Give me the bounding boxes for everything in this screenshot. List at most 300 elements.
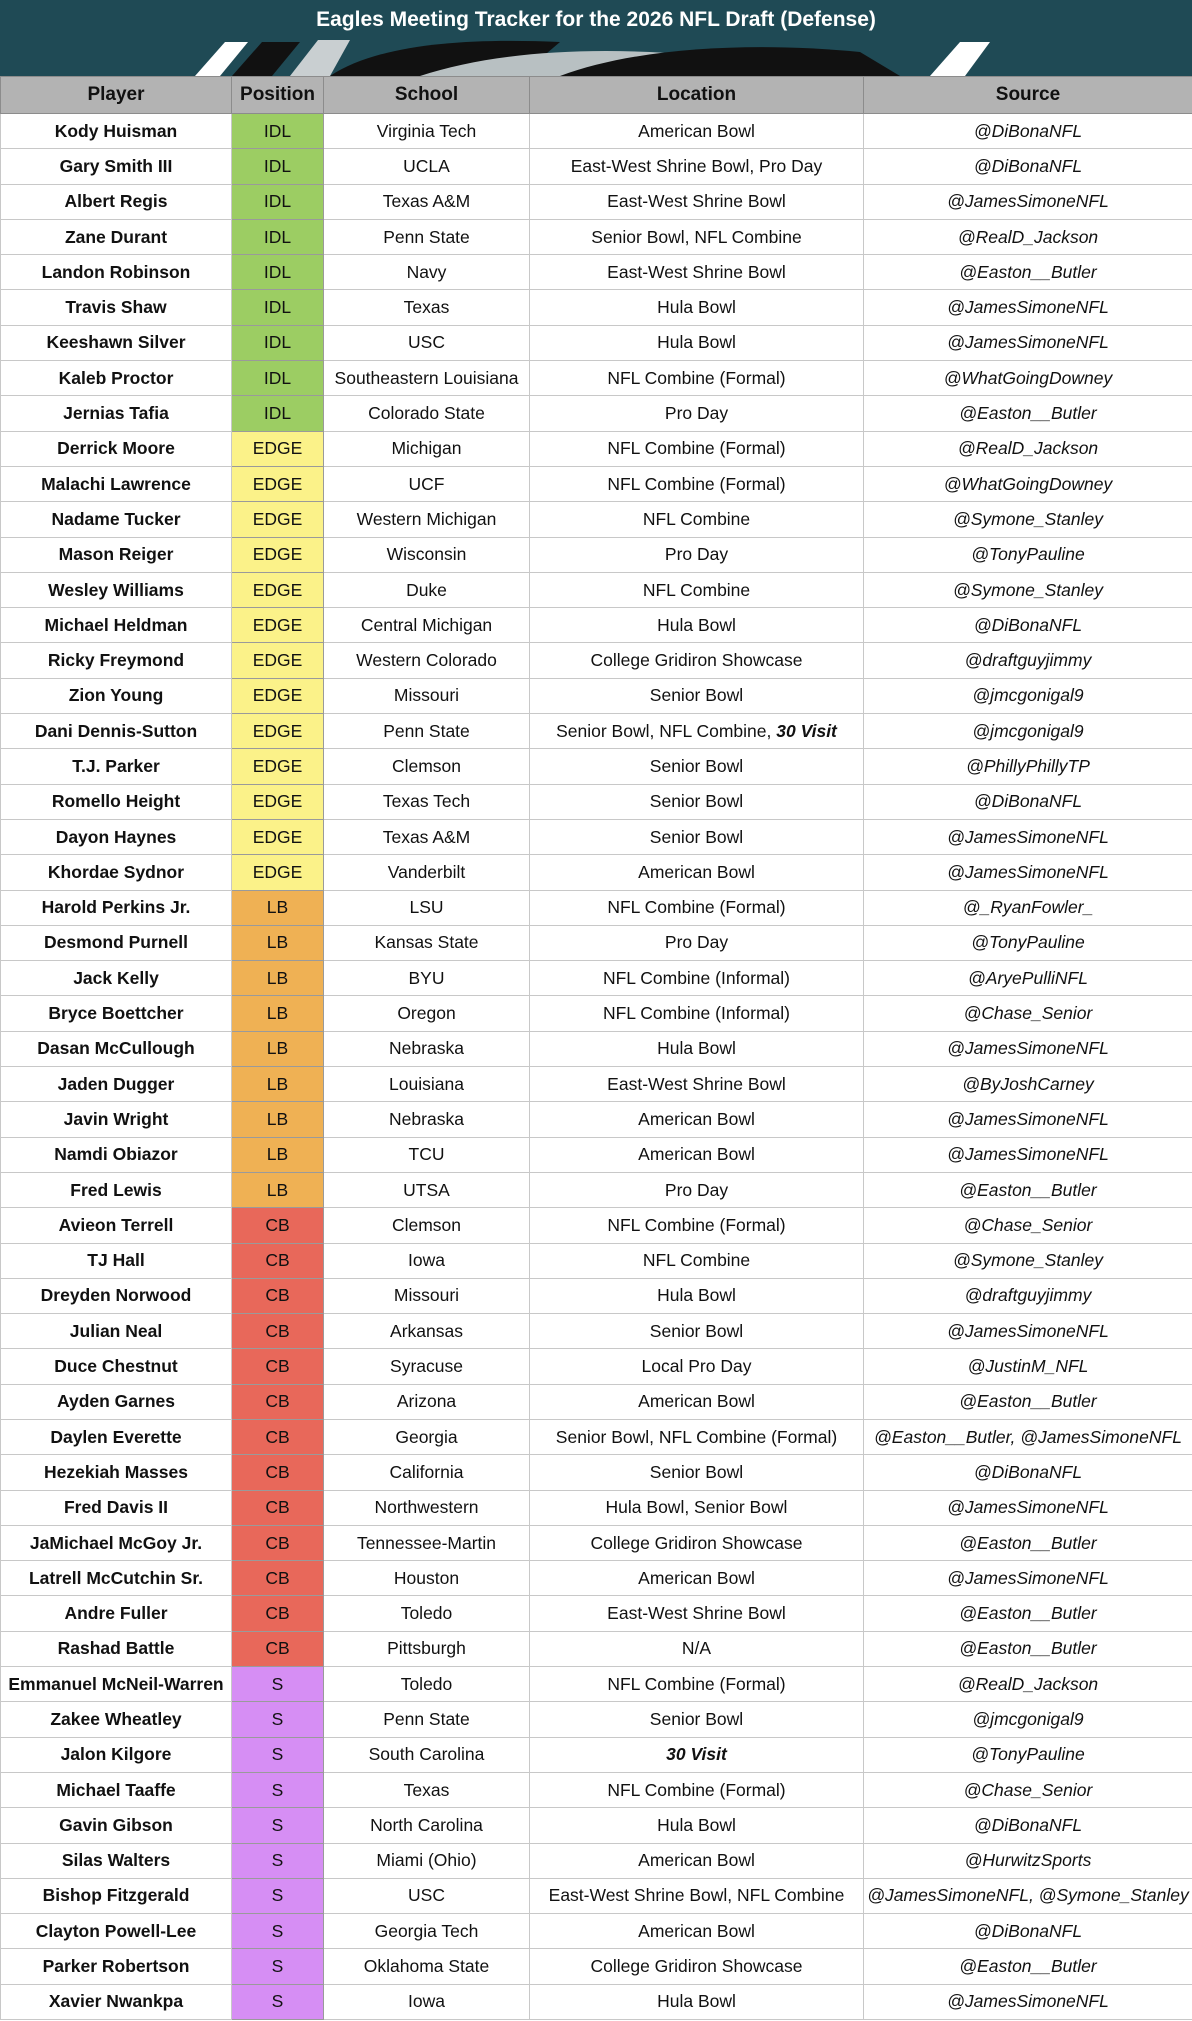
location-cell — [530, 1278, 864, 1313]
position-cell: CB — [232, 1596, 324, 1631]
source-cell: @DiBonaNFL — [864, 1455, 1192, 1490]
school-cell: USC — [324, 325, 530, 360]
school-cell: Clemson — [324, 749, 530, 784]
position-cell: CB — [232, 1384, 324, 1419]
source-cell: @JamesSimoneNFL — [864, 290, 1192, 325]
school-cell: Miami (Ohio) — [324, 1843, 530, 1878]
source-cell: @Symone_Stanley — [864, 502, 1192, 537]
player-cell: Fred Davis II — [1, 1490, 232, 1525]
location-text: American Bowl — [638, 1391, 755, 1412]
location-cell — [530, 996, 864, 1031]
location-text: NFL Combine (Informal) — [602, 1003, 791, 1024]
player-cell: Zakee Wheatley — [1, 1702, 232, 1737]
location-cell — [530, 678, 864, 713]
location-cell — [530, 1702, 864, 1737]
title-banner — [0, 0, 1192, 76]
source-cell: @JamesSimoneNFL — [864, 184, 1192, 219]
location-text: NFL Combine (Formal) — [607, 1673, 786, 1694]
school-cell: Toledo — [324, 1596, 530, 1631]
player-cell: Ayden Garnes — [1, 1384, 232, 1419]
player-cell: Fred Lewis — [1, 1172, 232, 1207]
position-cell: CB — [232, 1561, 324, 1596]
location-cell — [530, 784, 864, 819]
location-cell — [530, 1525, 864, 1560]
table-row — [1, 1596, 1192, 1631]
player-cell: Bryce Boettcher — [1, 996, 232, 1031]
table-row — [1, 1419, 1192, 1454]
source-cell: @Easton__Butler — [864, 396, 1192, 431]
player-cell: TJ Hall — [1, 1243, 232, 1278]
position-cell: IDL — [232, 184, 324, 219]
player-cell: Derrick Moore — [1, 431, 232, 466]
position-cell: S — [232, 1949, 324, 1984]
source-cell: @Easton__Butler — [864, 1949, 1192, 1984]
source-cell: @TonyPauline — [864, 1737, 1192, 1772]
source-cell: @Symone_Stanley — [864, 1243, 1192, 1278]
table-row — [1, 1631, 1192, 1666]
location-text: East-West Shrine Bowl — [607, 261, 786, 282]
school-cell: Toledo — [324, 1667, 530, 1702]
location-cell — [530, 1737, 864, 1772]
player-cell: Jernias Tafia — [1, 396, 232, 431]
source-cell: @TonyPauline — [864, 925, 1192, 960]
location-cell — [530, 1243, 864, 1278]
player-cell: Wesley Williams — [1, 572, 232, 607]
location-text: NFL Combine (Formal) — [607, 1779, 786, 1800]
school-cell: Western Colorado — [324, 643, 530, 678]
location-text: N/A — [681, 1638, 712, 1659]
player-cell: Jack Kelly — [1, 961, 232, 996]
position-cell: IDL — [232, 361, 324, 396]
location-cell — [530, 290, 864, 325]
position-cell: EDGE — [232, 466, 324, 501]
location-text: East-West Shrine Bowl — [607, 1603, 786, 1624]
school-cell: Clemson — [324, 1208, 530, 1243]
source-cell: @DiBonaNFL — [864, 149, 1192, 184]
location-cell — [530, 1455, 864, 1490]
table-row — [1, 466, 1192, 501]
position-cell: LB — [232, 961, 324, 996]
position-cell: S — [232, 1843, 324, 1878]
location-text: NFL Combine (Formal) — [607, 897, 786, 918]
position-cell: CB — [232, 1419, 324, 1454]
table-row — [1, 1172, 1192, 1207]
position-cell: EDGE — [232, 714, 324, 749]
location-text: Hula Bowl — [657, 1814, 736, 1835]
location-cell — [530, 1667, 864, 1702]
location-cell — [530, 819, 864, 854]
location-cell — [530, 961, 864, 996]
school-cell: Missouri — [324, 1278, 530, 1313]
location-text: East-West Shrine Bowl, Pro Day — [570, 155, 823, 176]
location-emphasis: 30 Visit — [776, 720, 837, 741]
source-cell: @Chase_Senior — [864, 996, 1192, 1031]
source-cell: @Easton__Butler, @JamesSimoneNFL — [864, 1419, 1192, 1454]
header-location: Location — [530, 77, 864, 114]
player-cell: JaMichael McGoy Jr. — [1, 1525, 232, 1560]
player-cell: Andre Fuller — [1, 1596, 232, 1631]
location-cell — [530, 502, 864, 537]
source-cell: @JamesSimoneNFL, @Symone_Stanley — [864, 1878, 1192, 1913]
source-cell: @JamesSimoneNFL — [864, 325, 1192, 360]
player-cell: Duce Chestnut — [1, 1349, 232, 1384]
location-text: Hula Bowl — [657, 297, 736, 318]
player-cell: Namdi Obiazor — [1, 1137, 232, 1172]
location-cell — [530, 114, 864, 149]
table-row — [1, 749, 1192, 784]
school-cell: Missouri — [324, 678, 530, 713]
position-cell: IDL — [232, 325, 324, 360]
source-cell: @JamesSimoneNFL — [864, 1490, 1192, 1525]
location-text: Senior Bowl, NFL Combine — [591, 226, 802, 247]
position-cell: LB — [232, 1067, 324, 1102]
location-text: American Bowl — [638, 1567, 755, 1588]
table-row — [1, 1984, 1192, 2019]
player-cell: Gary Smith III — [1, 149, 232, 184]
location-cell — [530, 325, 864, 360]
location-cell — [530, 1561, 864, 1596]
location-cell — [530, 1384, 864, 1419]
table-body — [1, 114, 1192, 2020]
table-row — [1, 1702, 1192, 1737]
school-cell: Iowa — [324, 1984, 530, 2019]
table-row — [1, 396, 1192, 431]
source-cell: @JustinM_NFL — [864, 1349, 1192, 1384]
school-cell: Nebraska — [324, 1102, 530, 1137]
table-row — [1, 1137, 1192, 1172]
source-cell: @jmcgonigal9 — [864, 1702, 1192, 1737]
location-text: Pro Day — [664, 932, 729, 953]
location-emphasis: 30 Visit — [666, 1744, 727, 1765]
location-text: Senior Bowl, NFL Combine (Formal) — [555, 1426, 838, 1447]
school-cell: Iowa — [324, 1243, 530, 1278]
location-text: Senior Bowl, NFL Combine, — [556, 720, 772, 741]
school-cell: Syracuse — [324, 1349, 530, 1384]
player-cell: Jaden Dugger — [1, 1067, 232, 1102]
table-row — [1, 114, 1192, 149]
school-cell: BYU — [324, 961, 530, 996]
table-row — [1, 1772, 1192, 1807]
player-cell: Dreyden Norwood — [1, 1278, 232, 1313]
source-cell: @HurwitzSports — [864, 1843, 1192, 1878]
location-text: Hula Bowl — [657, 1285, 736, 1306]
location-text: Senior Bowl — [649, 1709, 744, 1729]
position-cell: IDL — [232, 290, 324, 325]
source-cell: @JamesSimoneNFL — [864, 1314, 1192, 1349]
source-cell: @RealD_Jackson — [864, 1667, 1192, 1702]
source-cell: @JamesSimoneNFL — [864, 1561, 1192, 1596]
position-cell: IDL — [232, 219, 324, 254]
table-row — [1, 1243, 1192, 1278]
source-cell: @JamesSimoneNFL — [864, 819, 1192, 854]
table-row — [1, 996, 1192, 1031]
table-row — [1, 1102, 1192, 1137]
table-row — [1, 184, 1192, 219]
player-cell: Zion Young — [1, 678, 232, 713]
table-row — [1, 1208, 1192, 1243]
position-cell: CB — [232, 1314, 324, 1349]
position-cell: EDGE — [232, 572, 324, 607]
player-cell: Malachi Lawrence — [1, 466, 232, 501]
player-cell: Avieon Terrell — [1, 1208, 232, 1243]
position-cell: LB — [232, 1137, 324, 1172]
location-text: NFL Combine (Formal) — [607, 438, 786, 459]
location-text: NFL Combine (Formal) — [607, 367, 786, 388]
position-cell: IDL — [232, 149, 324, 184]
player-cell: Rashad Battle — [1, 1631, 232, 1666]
source-cell: @JamesSimoneNFL — [864, 1031, 1192, 1066]
table-row — [1, 608, 1192, 643]
player-cell: Keeshawn Silver — [1, 325, 232, 360]
location-text: Senior Bowl — [649, 791, 744, 812]
table-row — [1, 219, 1192, 254]
table-row — [1, 1314, 1192, 1349]
location-text: NFL Combine — [642, 508, 751, 529]
player-cell: Harold Perkins Jr. — [1, 890, 232, 925]
player-cell: Albert Regis — [1, 184, 232, 219]
player-cell: Zane Durant — [1, 219, 232, 254]
location-cell — [530, 714, 864, 749]
source-cell: @_RyanFowler_ — [864, 890, 1192, 925]
location-text: Pro Day — [664, 1179, 729, 1200]
source-cell: @RealD_Jackson — [864, 219, 1192, 254]
source-cell: @ByJoshCarney — [864, 1067, 1192, 1102]
position-cell: S — [232, 1702, 324, 1737]
table-row — [1, 149, 1192, 184]
table-row — [1, 1349, 1192, 1384]
position-cell: LB — [232, 1172, 324, 1207]
school-cell: Navy — [324, 255, 530, 290]
location-cell — [530, 608, 864, 643]
position-cell: EDGE — [232, 819, 324, 854]
source-cell: @DiBonaNFL — [864, 608, 1192, 643]
location-cell — [530, 1349, 864, 1384]
player-cell: Ricky Freymond — [1, 643, 232, 678]
location-cell — [530, 1419, 864, 1454]
position-cell: LB — [232, 925, 324, 960]
location-text: American Bowl — [638, 120, 755, 141]
position-cell: CB — [232, 1455, 324, 1490]
player-cell: Jalon Kilgore — [1, 1737, 232, 1772]
table-row — [1, 1278, 1192, 1313]
table-row — [1, 1525, 1192, 1560]
school-cell: Duke — [324, 572, 530, 607]
position-cell: EDGE — [232, 502, 324, 537]
location-cell — [530, 572, 864, 607]
school-cell: Colorado State — [324, 396, 530, 431]
player-cell: Silas Walters — [1, 1843, 232, 1878]
location-text: Local Pro Day — [641, 1356, 752, 1377]
location-text: East-West Shrine Bowl, NFL Combine — [548, 1885, 845, 1906]
source-cell: @JamesSimoneNFL — [864, 1984, 1192, 2019]
table-row — [1, 819, 1192, 854]
location-cell — [530, 431, 864, 466]
table-row — [1, 1067, 1192, 1102]
player-cell: Parker Robertson — [1, 1949, 232, 1984]
school-cell: LSU — [324, 890, 530, 925]
position-cell: S — [232, 1984, 324, 2019]
location-cell — [530, 537, 864, 572]
location-cell — [530, 749, 864, 784]
table-row — [1, 1384, 1192, 1419]
school-cell: Texas A&M — [324, 819, 530, 854]
school-cell: Pittsburgh — [324, 1631, 530, 1666]
school-cell: Georgia — [324, 1419, 530, 1454]
player-cell: Julian Neal — [1, 1314, 232, 1349]
table-row — [1, 431, 1192, 466]
player-cell: Desmond Purnell — [1, 925, 232, 960]
header-row — [1, 77, 1192, 114]
table-row — [1, 643, 1192, 678]
school-cell: Oregon — [324, 996, 530, 1031]
position-cell: S — [232, 1808, 324, 1843]
location-text: American Bowl — [638, 1920, 755, 1941]
school-cell: Georgia Tech — [324, 1914, 530, 1949]
draft-tracker-table — [0, 76, 1192, 2020]
location-cell — [530, 890, 864, 925]
location-text: Hula Bowl — [657, 614, 736, 635]
school-cell: Oklahoma State — [324, 1949, 530, 1984]
school-cell: Texas — [324, 1772, 530, 1807]
player-cell: Dasan McCullough — [1, 1031, 232, 1066]
location-cell — [530, 219, 864, 254]
source-cell: @WhatGoingDowney — [864, 466, 1192, 501]
position-cell: EDGE — [232, 643, 324, 678]
table-row — [1, 1561, 1192, 1596]
school-cell: UCLA — [324, 149, 530, 184]
location-text: College Gridiron Showcase — [590, 1532, 803, 1553]
source-cell: @Easton__Butler — [864, 1525, 1192, 1560]
position-cell: S — [232, 1878, 324, 1913]
location-text: NFL Combine — [642, 579, 751, 600]
player-cell: Javin Wright — [1, 1102, 232, 1137]
table-row — [1, 1490, 1192, 1525]
location-text: American Bowl — [638, 1144, 755, 1165]
school-cell: Arizona — [324, 1384, 530, 1419]
source-cell: @JamesSimoneNFL — [864, 1102, 1192, 1137]
table-row — [1, 572, 1192, 607]
player-cell: Clayton Powell-Lee — [1, 1914, 232, 1949]
table-row — [1, 1455, 1192, 1490]
player-cell: Xavier Nwankpa — [1, 1984, 232, 2019]
player-cell: Kody Huisman — [1, 114, 232, 149]
school-cell: UCF — [324, 466, 530, 501]
player-cell: Mason Reiger — [1, 537, 232, 572]
position-cell: EDGE — [232, 537, 324, 572]
school-cell: Nebraska — [324, 1031, 530, 1066]
table-row — [1, 325, 1192, 360]
location-cell — [530, 184, 864, 219]
location-cell — [530, 1914, 864, 1949]
position-cell: S — [232, 1914, 324, 1949]
school-cell: Michigan — [324, 431, 530, 466]
header-player: Player — [1, 77, 232, 114]
table-row — [1, 678, 1192, 713]
school-cell: Louisiana — [324, 1067, 530, 1102]
page-title: Eagles Meeting Tracker for the 2026 NFL Draft (Defense) — [316, 8, 876, 31]
location-cell — [530, 1102, 864, 1137]
location-text: Hula Bowl — [657, 1038, 736, 1059]
location-cell — [530, 1137, 864, 1172]
location-text: Hula Bowl, Senior Bowl — [605, 1497, 788, 1518]
position-cell: LB — [232, 890, 324, 925]
school-cell: Texas Tech — [324, 784, 530, 819]
source-cell: @Easton__Butler — [864, 1172, 1192, 1207]
source-cell: @JamesSimoneNFL — [864, 1137, 1192, 1172]
source-cell: @DiBonaNFL — [864, 1808, 1192, 1843]
player-cell: T.J. Parker — [1, 749, 232, 784]
position-cell: CB — [232, 1631, 324, 1666]
location-text: Senior Bowl — [649, 755, 744, 776]
player-cell: Romello Height — [1, 784, 232, 819]
location-cell — [530, 466, 864, 501]
player-cell: Khordae Sydnor — [1, 855, 232, 890]
source-cell: @Chase_Senior — [864, 1772, 1192, 1807]
table-row — [1, 1808, 1192, 1843]
player-cell: Michael Heldman — [1, 608, 232, 643]
source-cell: @draftguyjimmy — [864, 643, 1192, 678]
location-text: Senior Bowl — [649, 1461, 744, 1482]
location-cell — [530, 1208, 864, 1243]
table-row — [1, 502, 1192, 537]
position-cell: CB — [232, 1243, 324, 1278]
player-cell: Dayon Haynes — [1, 819, 232, 854]
source-cell: @Easton__Butler — [864, 1384, 1192, 1419]
location-cell — [530, 925, 864, 960]
position-cell: S — [232, 1737, 324, 1772]
table-row — [1, 1737, 1192, 1772]
position-cell: EDGE — [232, 608, 324, 643]
source-cell: @DiBonaNFL — [864, 784, 1192, 819]
school-cell: USC — [324, 1878, 530, 1913]
school-cell: Texas — [324, 290, 530, 325]
player-cell: Latrell McCutchin Sr. — [1, 1561, 232, 1596]
location-cell — [530, 643, 864, 678]
source-cell: @Easton__Butler — [864, 255, 1192, 290]
table-row — [1, 1667, 1192, 1702]
school-cell: Wisconsin — [324, 537, 530, 572]
source-cell: @jmcgonigal9 — [864, 678, 1192, 713]
location-text: College Gridiron Showcase — [590, 650, 803, 671]
player-cell: Gavin Gibson — [1, 1808, 232, 1843]
source-cell: @JamesSimoneNFL — [864, 855, 1192, 890]
player-cell: Landon Robinson — [1, 255, 232, 290]
location-cell — [530, 1031, 864, 1066]
position-cell: EDGE — [232, 431, 324, 466]
location-cell — [530, 1631, 864, 1666]
source-cell: @PhillyPhillyTP — [864, 749, 1192, 784]
source-cell: @draftguyjimmy — [864, 1278, 1192, 1313]
table-row — [1, 290, 1192, 325]
position-cell: CB — [232, 1208, 324, 1243]
source-cell: @DiBonaNFL — [864, 1914, 1192, 1949]
school-cell: Northwestern — [324, 1490, 530, 1525]
table-row — [1, 961, 1192, 996]
eagles-logo-art — [0, 38, 1192, 76]
school-cell: South Carolina — [324, 1737, 530, 1772]
position-cell: EDGE — [232, 749, 324, 784]
location-cell — [530, 255, 864, 290]
table-row — [1, 855, 1192, 890]
position-cell: LB — [232, 996, 324, 1031]
source-cell: @Easton__Butler — [864, 1631, 1192, 1666]
player-cell: Emmanuel McNeil-Warren — [1, 1667, 232, 1702]
location-text: East-West Shrine Bowl — [607, 1073, 786, 1094]
school-cell: Texas A&M — [324, 184, 530, 219]
source-cell: @WhatGoingDowney — [864, 361, 1192, 396]
school-cell: Tennessee-Martin — [324, 1525, 530, 1560]
position-cell: CB — [232, 1525, 324, 1560]
